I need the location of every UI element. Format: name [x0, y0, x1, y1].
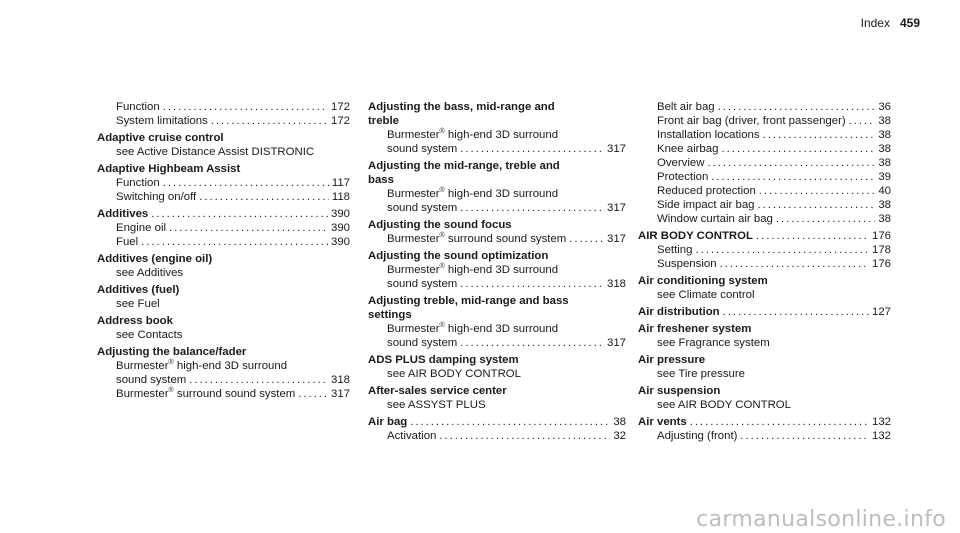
index-entry: [97, 345, 350, 359]
entry-text: Air bag: [368, 416, 408, 428]
entry-text: Protection: [657, 171, 709, 183]
entry-text: Switching on/off: [116, 191, 197, 203]
entry-text: see Active Distance Assist DISTRONIC: [116, 146, 315, 158]
index-subentry: [368, 142, 626, 156]
index-subentry: [368, 429, 626, 443]
index-subentry: [638, 198, 891, 212]
index-subentry: [368, 128, 626, 142]
dot-leader: [439, 429, 610, 443]
entry-text: see ASSYST PLUS: [387, 399, 486, 411]
entry-text: see Climate control: [657, 289, 755, 301]
index-entry: [638, 274, 891, 288]
index-entry: [368, 294, 626, 308]
entry-text: Engine oil: [116, 222, 167, 234]
index-column-1: [97, 100, 350, 401]
dot-leader: [723, 305, 869, 319]
index-subentry: [97, 145, 350, 159]
dot-leader: [695, 243, 869, 257]
page-reference: 172: [330, 115, 350, 127]
dot-leader: [711, 170, 875, 184]
entry-text: sound system: [387, 202, 458, 214]
page-reference: 178: [871, 244, 891, 256]
entry-text: see Contacts: [116, 329, 183, 341]
page-reference: 38: [878, 213, 891, 225]
index-subentry: [368, 398, 626, 412]
entry-text: Adjusting the bass, mid-range and: [368, 101, 555, 113]
index-entry: [368, 415, 626, 429]
entry-text: System limitations: [116, 115, 208, 127]
entry-text: Belt air bag: [657, 101, 715, 113]
index-subentry: [638, 170, 891, 184]
page-reference: 127: [871, 306, 891, 318]
entry-text: Burmester® surround sound system: [116, 387, 296, 400]
entry-text: see Tire pressure: [657, 368, 745, 380]
page-reference: 32: [613, 430, 626, 442]
dot-leader: [163, 176, 329, 190]
entry-text: Window curtain air bag: [657, 213, 773, 225]
entry-text: Air distribution: [638, 306, 720, 318]
index-entry: [368, 384, 626, 398]
index-subentry: [97, 373, 350, 387]
index-subentry: [97, 387, 350, 401]
dot-leader: [460, 336, 604, 350]
index-subentry: [638, 367, 891, 381]
page-reference: 317: [330, 388, 350, 400]
page-reference: 36: [878, 101, 891, 113]
entry-text: Air pressure: [638, 354, 706, 366]
index-subentry: [97, 221, 350, 235]
page-reference: 317: [606, 337, 626, 349]
index-subentry: [638, 288, 891, 302]
index-subentry: [638, 398, 891, 412]
entry-text: Front air bag (driver, front passenger): [657, 115, 846, 127]
dot-leader: [410, 415, 610, 429]
page-reference: 176: [871, 230, 891, 242]
index-entry: [368, 249, 626, 263]
entry-text: Setting: [657, 244, 693, 256]
entry-text: bass: [368, 174, 394, 186]
index-subentry: [368, 367, 626, 381]
page-reference: 132: [871, 430, 891, 442]
entry-text: Overview: [657, 157, 705, 169]
page-header: [861, 16, 920, 30]
index-subentry: [638, 257, 891, 271]
dot-leader: [211, 114, 328, 128]
entry-text: see AIR BODY CONTROL: [657, 399, 791, 411]
dot-leader: [460, 142, 604, 156]
entry-text: Suspension: [657, 258, 717, 270]
entry-text: Address book: [97, 315, 173, 327]
entry-text: Burmester® high-end 3D surround: [116, 359, 288, 372]
entry-text: Adjusting the sound focus: [368, 219, 512, 231]
entry-text: Adaptive Highbeam Assist: [97, 163, 241, 175]
entry-text: Air vents: [638, 416, 687, 428]
page-reference: 317: [606, 233, 626, 245]
page-reference: 38: [878, 199, 891, 211]
entry-text: see Fragrance system: [657, 337, 770, 349]
entry-text: Installation locations: [657, 129, 760, 141]
dot-leader: [740, 429, 869, 443]
index-subentry: [97, 328, 350, 342]
index-subentry: [638, 114, 891, 128]
index-subentry: [638, 156, 891, 170]
index-entry: [638, 353, 891, 367]
entry-text: Burmester® high-end 3D surround: [387, 128, 559, 141]
index-entry: [368, 114, 626, 128]
dot-leader: [759, 184, 876, 198]
dot-leader: [460, 201, 604, 215]
index-column-3: [638, 100, 891, 443]
index-subentry: [368, 232, 626, 246]
index-subentry: [638, 184, 891, 198]
index-entry: [638, 384, 891, 398]
index-entry: [97, 131, 350, 145]
entry-text: Adjusting the balance/fader: [97, 346, 247, 358]
dot-leader: [763, 128, 876, 142]
index-subentry: [97, 266, 350, 280]
page-reference: 317: [606, 202, 626, 214]
dot-leader: [758, 198, 876, 212]
entry-text: Adjusting treble, mid-range and bass: [368, 295, 569, 307]
entry-text: see Additives: [116, 267, 184, 279]
index-entry: [368, 173, 626, 187]
entry-text: AIR BODY CONTROL: [638, 230, 753, 242]
dot-leader: [189, 373, 328, 387]
entry-text: Air conditioning system: [638, 275, 768, 287]
index-entry: [638, 415, 891, 429]
entry-text: ADS PLUS damping system: [368, 354, 519, 366]
entry-text: Fuel: [116, 236, 139, 248]
entry-text: sound system: [387, 143, 458, 155]
page-reference: 390: [330, 236, 350, 248]
entry-text: Additives (engine oil): [97, 253, 213, 265]
entry-text: sound system: [387, 278, 458, 290]
index-entry: [638, 305, 891, 319]
index-column-2: [368, 100, 626, 443]
entry-text: Air suspension: [638, 385, 721, 397]
entry-text: Adaptive cruise control: [97, 132, 224, 144]
entry-text: Adjusting the sound optimization: [368, 250, 549, 262]
index-subentry: [368, 187, 626, 201]
page-reference: 176: [871, 258, 891, 270]
page-reference: 390: [330, 222, 350, 234]
entry-text: Function: [116, 177, 160, 189]
page-reference: 172: [330, 101, 350, 113]
entry-text: see Fuel: [116, 298, 160, 310]
dot-leader: [141, 235, 328, 249]
page-reference: 39: [878, 171, 891, 183]
entry-text: Adjusting the mid-range, treble and: [368, 160, 560, 172]
index-entry: [97, 252, 350, 266]
entry-text: Reduced protection: [657, 185, 756, 197]
page-reference: 38: [613, 416, 626, 428]
dot-leader: [707, 156, 875, 170]
dot-leader: [776, 212, 875, 226]
entry-text: Activation: [387, 430, 437, 442]
dot-leader: [690, 415, 869, 429]
index-subentry: [97, 190, 350, 204]
index-entry: [97, 314, 350, 328]
dot-leader: [163, 100, 328, 114]
dot-leader: [199, 190, 329, 204]
dot-leader: [756, 229, 869, 243]
entry-text: Additives (fuel): [97, 284, 180, 296]
page-reference: 40: [878, 185, 891, 197]
page-reference: 38: [878, 143, 891, 155]
page-reference: 318: [330, 374, 350, 386]
index-subentry: [368, 322, 626, 336]
index-subentry: [368, 263, 626, 277]
page-number: 459: [899, 16, 920, 30]
index-subentry: [97, 297, 350, 311]
page-reference: 318: [606, 278, 626, 290]
index-subentry: [97, 114, 350, 128]
index-subentry: [638, 128, 891, 142]
page-reference: 118: [331, 191, 350, 203]
entry-text: Additives: [97, 208, 149, 220]
index-entry: [97, 207, 350, 221]
entry-text: Knee airbag: [657, 143, 719, 155]
dot-leader: [298, 387, 328, 401]
entry-text: Burmester® high-end 3D surround: [387, 263, 559, 276]
index-entry: [638, 322, 891, 336]
page-reference: 38: [878, 157, 891, 169]
entry-text: see AIR BODY CONTROL: [387, 368, 521, 380]
index-subentry: [97, 359, 350, 373]
dot-leader: [169, 221, 328, 235]
index-entry: [368, 218, 626, 232]
index-entry: [368, 308, 626, 322]
index-entry: [97, 283, 350, 297]
page-reference: 132: [871, 416, 891, 428]
index-subentry: [97, 100, 350, 114]
entry-text: Air freshener system: [638, 323, 752, 335]
page-reference: 117: [331, 177, 350, 189]
entry-text: sound system: [116, 374, 187, 386]
entry-text: Burmester® high-end 3D surround: [387, 322, 559, 335]
index-subentry: [638, 142, 891, 156]
index-subentry: [97, 176, 350, 190]
index-subentry: [368, 336, 626, 350]
entry-text: sound system: [387, 337, 458, 349]
watermark-text: carmanualsonline.info: [696, 507, 946, 532]
entry-text: treble: [368, 115, 400, 127]
entry-text: settings: [368, 309, 412, 321]
entry-text: Function: [116, 101, 160, 113]
page-reference: 38: [878, 115, 891, 127]
index-subentry: [638, 243, 891, 257]
section-label: Index: [860, 16, 890, 30]
entry-text: Burmester® surround sound system: [387, 232, 567, 245]
index-entry: [638, 229, 891, 243]
index-subentry: [368, 277, 626, 291]
index-entry: [97, 162, 350, 176]
entry-text: Side impact air bag: [657, 199, 755, 211]
index-subentry: [638, 336, 891, 350]
index-entry: [368, 159, 626, 173]
index-entry: [368, 100, 626, 114]
entry-text: Burmester® high-end 3D surround: [387, 187, 559, 200]
dot-leader: [569, 232, 604, 246]
index-subentry: [638, 212, 891, 226]
index-subentry: [638, 429, 891, 443]
page-reference: 317: [606, 143, 626, 155]
dot-leader: [721, 142, 875, 156]
index-subentry: [368, 201, 626, 215]
entry-text: After-sales service center: [368, 385, 507, 397]
index-subentry: [638, 100, 891, 114]
index-entry: [368, 353, 626, 367]
page-reference: 390: [330, 208, 350, 220]
index-subentry: [97, 235, 350, 249]
dot-leader: [151, 207, 328, 221]
dot-leader: [720, 257, 869, 271]
dot-leader: [460, 277, 604, 291]
page-reference: 38: [878, 129, 891, 141]
dot-leader: [718, 100, 876, 114]
dot-leader: [849, 114, 876, 128]
entry-text: Adjusting (front): [657, 430, 738, 442]
